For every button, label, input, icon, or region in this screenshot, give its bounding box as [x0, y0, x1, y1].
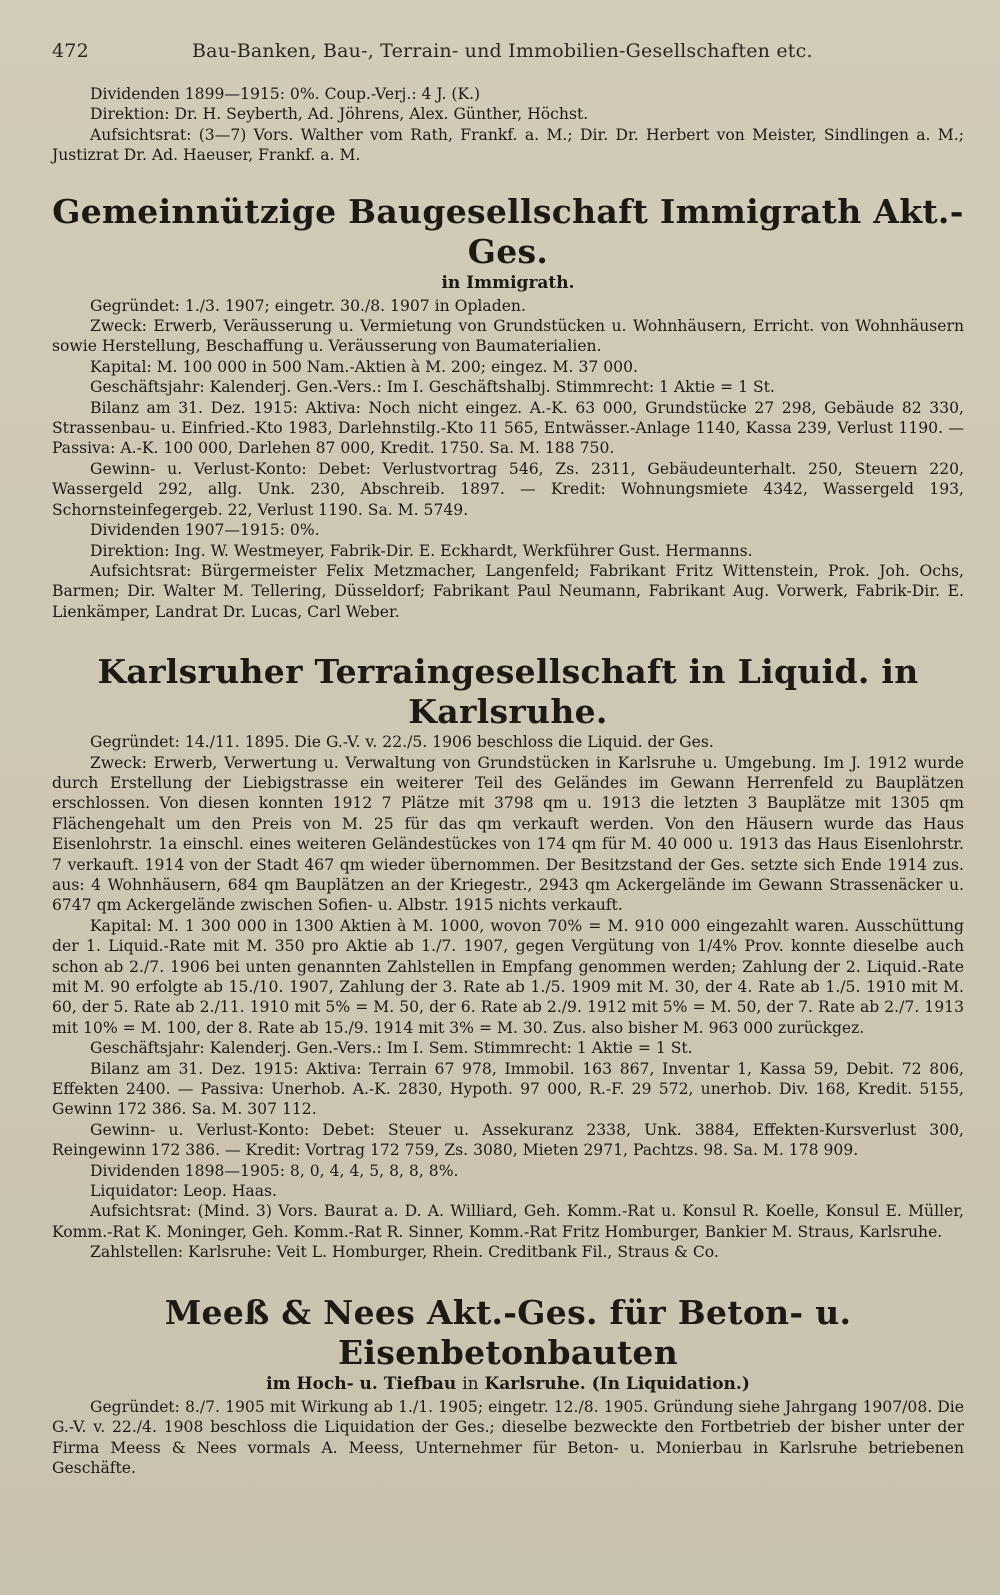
entry-meess-nees: [52, 1293, 964, 1479]
entry-paragraph: Direktion: Ing. W. Westmeyer, Fabrik-Dir. E. Eckhardt, Werkführer Gust. Hermanns.: [90, 541, 753, 560]
entry-paragraph: Aufsichtsrat: Bürgermeister Felix Metzmacher, Langenfeld; Fabrikant Fritz Wittenstein, Prok. Joh. Ochs, Barmen; Dir. Walter M. Tellering, Düsseldorf; Fabrikant Paul Neumann, Fabrikant Aug. Vorwerk, Fabrik-Dir. E. Lienkämper, Landrat Dr. Lucas, Carl Weber.: [52, 561, 964, 621]
entry-paragraph: Aufsichtsrat: (Mind. 3) Vors. Baurat a. D. A. Williard, Geh. Komm.-Rat u. Konsul R. Koelle, Konsul E. Müller, Komm.-Rat K. Moninger, Geh. Komm.-Rat R. Sinner, Komm.-Rat Fritz Homburger, Bankier M. Straus, Karlsruhe.: [52, 1202, 964, 1241]
entry-paragraph: Gewinn- u. Verlust-Konto: Debet: Steuer u. Assekuranz 2338, Unk. 3884, Effekten-Kursverlust 300, Reingewinn 172 386. — Kredit: Vortrag 172 759, Zs. 3080, Mieten 2971, Pachtzs. 98. Sa. M. 178 909.: [52, 1120, 964, 1160]
direction-line: Direktion: Dr. H. Seyberth, Ad. Jöhrens, Alex. Günther, Höchst.: [90, 105, 589, 124]
entry-paragraph: Gegründet: 8./7. 1905 mit Wirkung ab 1./1. 1905; eingetr. 12./8. 1905. Gründung siehe Jahrgang 1907/08. Die G.-V. v. 22./4. 1908 beschloss die Liquidation der Ges.; dieselbe bezweckte den Fortbetrieb der bisher unter der Firma Meess & Nees vormals A. Meess, Unternehmer für Beton- u. Monierbau in Karlsruhe betriebenen Geschäfte.: [52, 1397, 964, 1477]
entry-paragraph: Kapital: M. 100 000 in 500 Nam.-Aktien à M. 200; eingez. M. 37 000.: [90, 357, 638, 376]
subtitle-part: Karlsruhe.: [484, 1373, 586, 1394]
entry-paragraph: Bilanz am 31. Dez. 1915: Aktiva: Terrain 67 978, Immobil. 163 867, Inventar 1, Kassa 59, Debit. 72 806, Effekten 2400. — Passiva: Unerhob. A.-K. 2830, Hypoth. 97 000, R.-F. 29 572, unerhob. Div. 168, Kredit. 5155, Gewinn 172 386. Sa. M. 307 112.: [52, 1059, 964, 1119]
entry-subtitle: in Immigrath.: [441, 272, 575, 293]
entry-paragraph: Dividenden 1907—1915: 0%.: [90, 521, 320, 540]
entry-paragraph: Gegründet: 1./3. 1907; eingetr. 30./8. 1907 in Opladen.: [90, 296, 526, 315]
running-title: Bau-Banken, Bau-, Terrain- und Immobilien-Gesellschaften etc.: [192, 40, 813, 62]
subtitle-part: in: [462, 1373, 479, 1394]
entry-karlsruher-terrain: [52, 652, 964, 1263]
entry-paragraph: Geschäftsjahr: Kalenderj. Gen.-Vers.: Im I. Sem. Stimmrecht: 1 Aktie = 1 St.: [90, 1039, 693, 1058]
entry-paragraph: Gewinn- u. Verlust-Konto: Debet: Verlustvortrag 546, Zs. 2311, Gebäudeunterhalt. 250, Steuern 220, Wassergeld 292, allg. Unk. 230, Abschreib. 1897. — Kredit: Wohnungsmiete 4342, Wassergeld 193, Schornsteinfegergeb. 22, Verlust 1190. Sa. M. 5749.: [52, 459, 964, 519]
entry-paragraph: Gegründet: 14./11. 1895. Die G.-V. v. 22./5. 1906 beschloss die Liquid. der Ges.: [90, 733, 714, 752]
subtitle-part: (In Liquidation.): [591, 1373, 750, 1394]
entry-subtitle: [52, 1373, 964, 1395]
entry-paragraph: Zahlstellen: Karlsruhe: Veit L. Homburger, Rhein. Creditbank Fil., Straus & Co.: [90, 1243, 719, 1262]
entry-paragraph: Geschäftsjahr: Kalenderj. Gen.-Vers.: Im I. Geschäftshalbj. Stimmrecht: 1 Aktie = 1 St.: [90, 378, 775, 397]
supervisory-board-line: Aufsichtsrat: (3—7) Vors. Walther vom Rath, Frankf. a. M.; Dir. Dr. Herbert von Meister, Sindlingen a. M.; Justizrat Dr. Ad. Haeuser, Frankf. a. M.: [52, 125, 964, 165]
entry-title: Karlsruher Terraingesellschaft in Liquid. in Karlsruhe.: [97, 652, 919, 732]
entry-paragraph: Bilanz am 31. Dez. 1915: Aktiva: Noch nicht eingez. A.-K. 63 000, Grundstücke 27 298, Gebäude 82 330, Strassenbau- u. Einfried.-Kto 1983, Darlehnstilg.-Kto 11 565, Entwässer.-Anlage 1140, Kassa 239, Verlust 1190. — Passiva: A.-K. 100 000, Darlehen 87 000, Kredit. 1750. Sa. M. 188 750.: [52, 398, 964, 458]
entry-paragraph: Zweck: Erwerb, Verwertung u. Verwaltung von Grundstücken in Karlsruhe u. Umgebung. Im J. 1912 wurde durch Erstellung der Liebigstrasse ein weiterer Teil des Geländes im Gewann Herrenfeld zu Bauplätzen erschlossen. Von diesen konnten 1912 7 Plätze mit 3798 qm u. 1913 die letzten 3 Bauplätze mit 1305 qm Flächengehalt um den Preis von M. 25 für das qm verkauft werden. Von den Häusern wurde das Haus Eisenlohrstr. 1a einschl. eines weiteren Geländestückes von 174 qm für M. 40 000 u. 1913 das Haus Eisenlohrstr. 7 verkauft. 1914 von der Stadt 467 qm wieder übernommen. Der Besitzstand der Ges. setzte sich Ende 1914 zus. aus: 4 Wohnhäusern, 684 qm Bauplätzen an der Kriegestr., 2943 qm Ackergelände im Gewann Strassenäcker u. 6747 qm Ackergelände zwischen Sofien- u. Albstr. 1915 nichts verkauft.: [52, 753, 964, 915]
entry-title: Gemeinnützige Baugesellschaft Immigrath Akt.-Ges.: [52, 191, 964, 271]
subtitle-part: im Hoch- u. Tiefbau: [266, 1373, 457, 1394]
previous-entry-tail: [52, 84, 964, 166]
entry-immigrath: [52, 192, 964, 623]
entry-paragraph: Kapital: M. 1 300 000 in 1300 Aktien à M. 1000, wovon 70% = M. 910 000 eingezahlt waren. Ausschüttung der 1. Liquid.-Rate mit M. 350 pro Aktie ab 1./7. 1907, gegen Vergütung von 1/4% Prov. konnte dieselbe auch schon ab 2./7. 1906 bei unten genannten Zahlstellen in Empfang genommen werden; Zahlung der 2. Liquid.-Rate mit M. 90 erfolgte ab 15./10. 1907, Zahlung der 3. Rate ab 1./5. 1909 mit M. 30, der 4. Rate ab 1./5. 1910 mit M. 60, der 5. Rate ab 2./11. 1910 mit 5% = M. 50, der 6. Rate ab 2./9. 1912 mit 5% = M. 50, der 7. Rate ab 2./7. 1913 mit 10% = M. 100, der 8. Rate ab 15./9. 1914 mit 3% = M. 30. Zus. also bisher M. 963 000 zurückgez.: [52, 916, 964, 1037]
entry-title: Meeß & Nees Akt.-Ges. für Beton- u. Eisenbetonbauten: [164, 1292, 852, 1372]
entry-paragraph: Zweck: Erwerb, Veräusserung u. Vermietung von Grundstücken u. Wohnhäusern, Erricht. von Wohnhäusern sowie Herstellung, Beschaffung u. Veräusserung von Baumaterialien.: [52, 317, 964, 356]
entry-paragraph: Liquidator: Leop. Haas.: [90, 1182, 277, 1201]
dividends-line: Dividenden 1899—1915: 0%. Coup.-Verj.: 4 J. (K.): [90, 85, 481, 103]
page-number: 472: [52, 40, 89, 62]
entry-paragraph: Dividenden 1898—1905: 8, 0, 4, 4, 5, 8, 8, 8%.: [90, 1161, 459, 1180]
running-header: [52, 40, 964, 62]
